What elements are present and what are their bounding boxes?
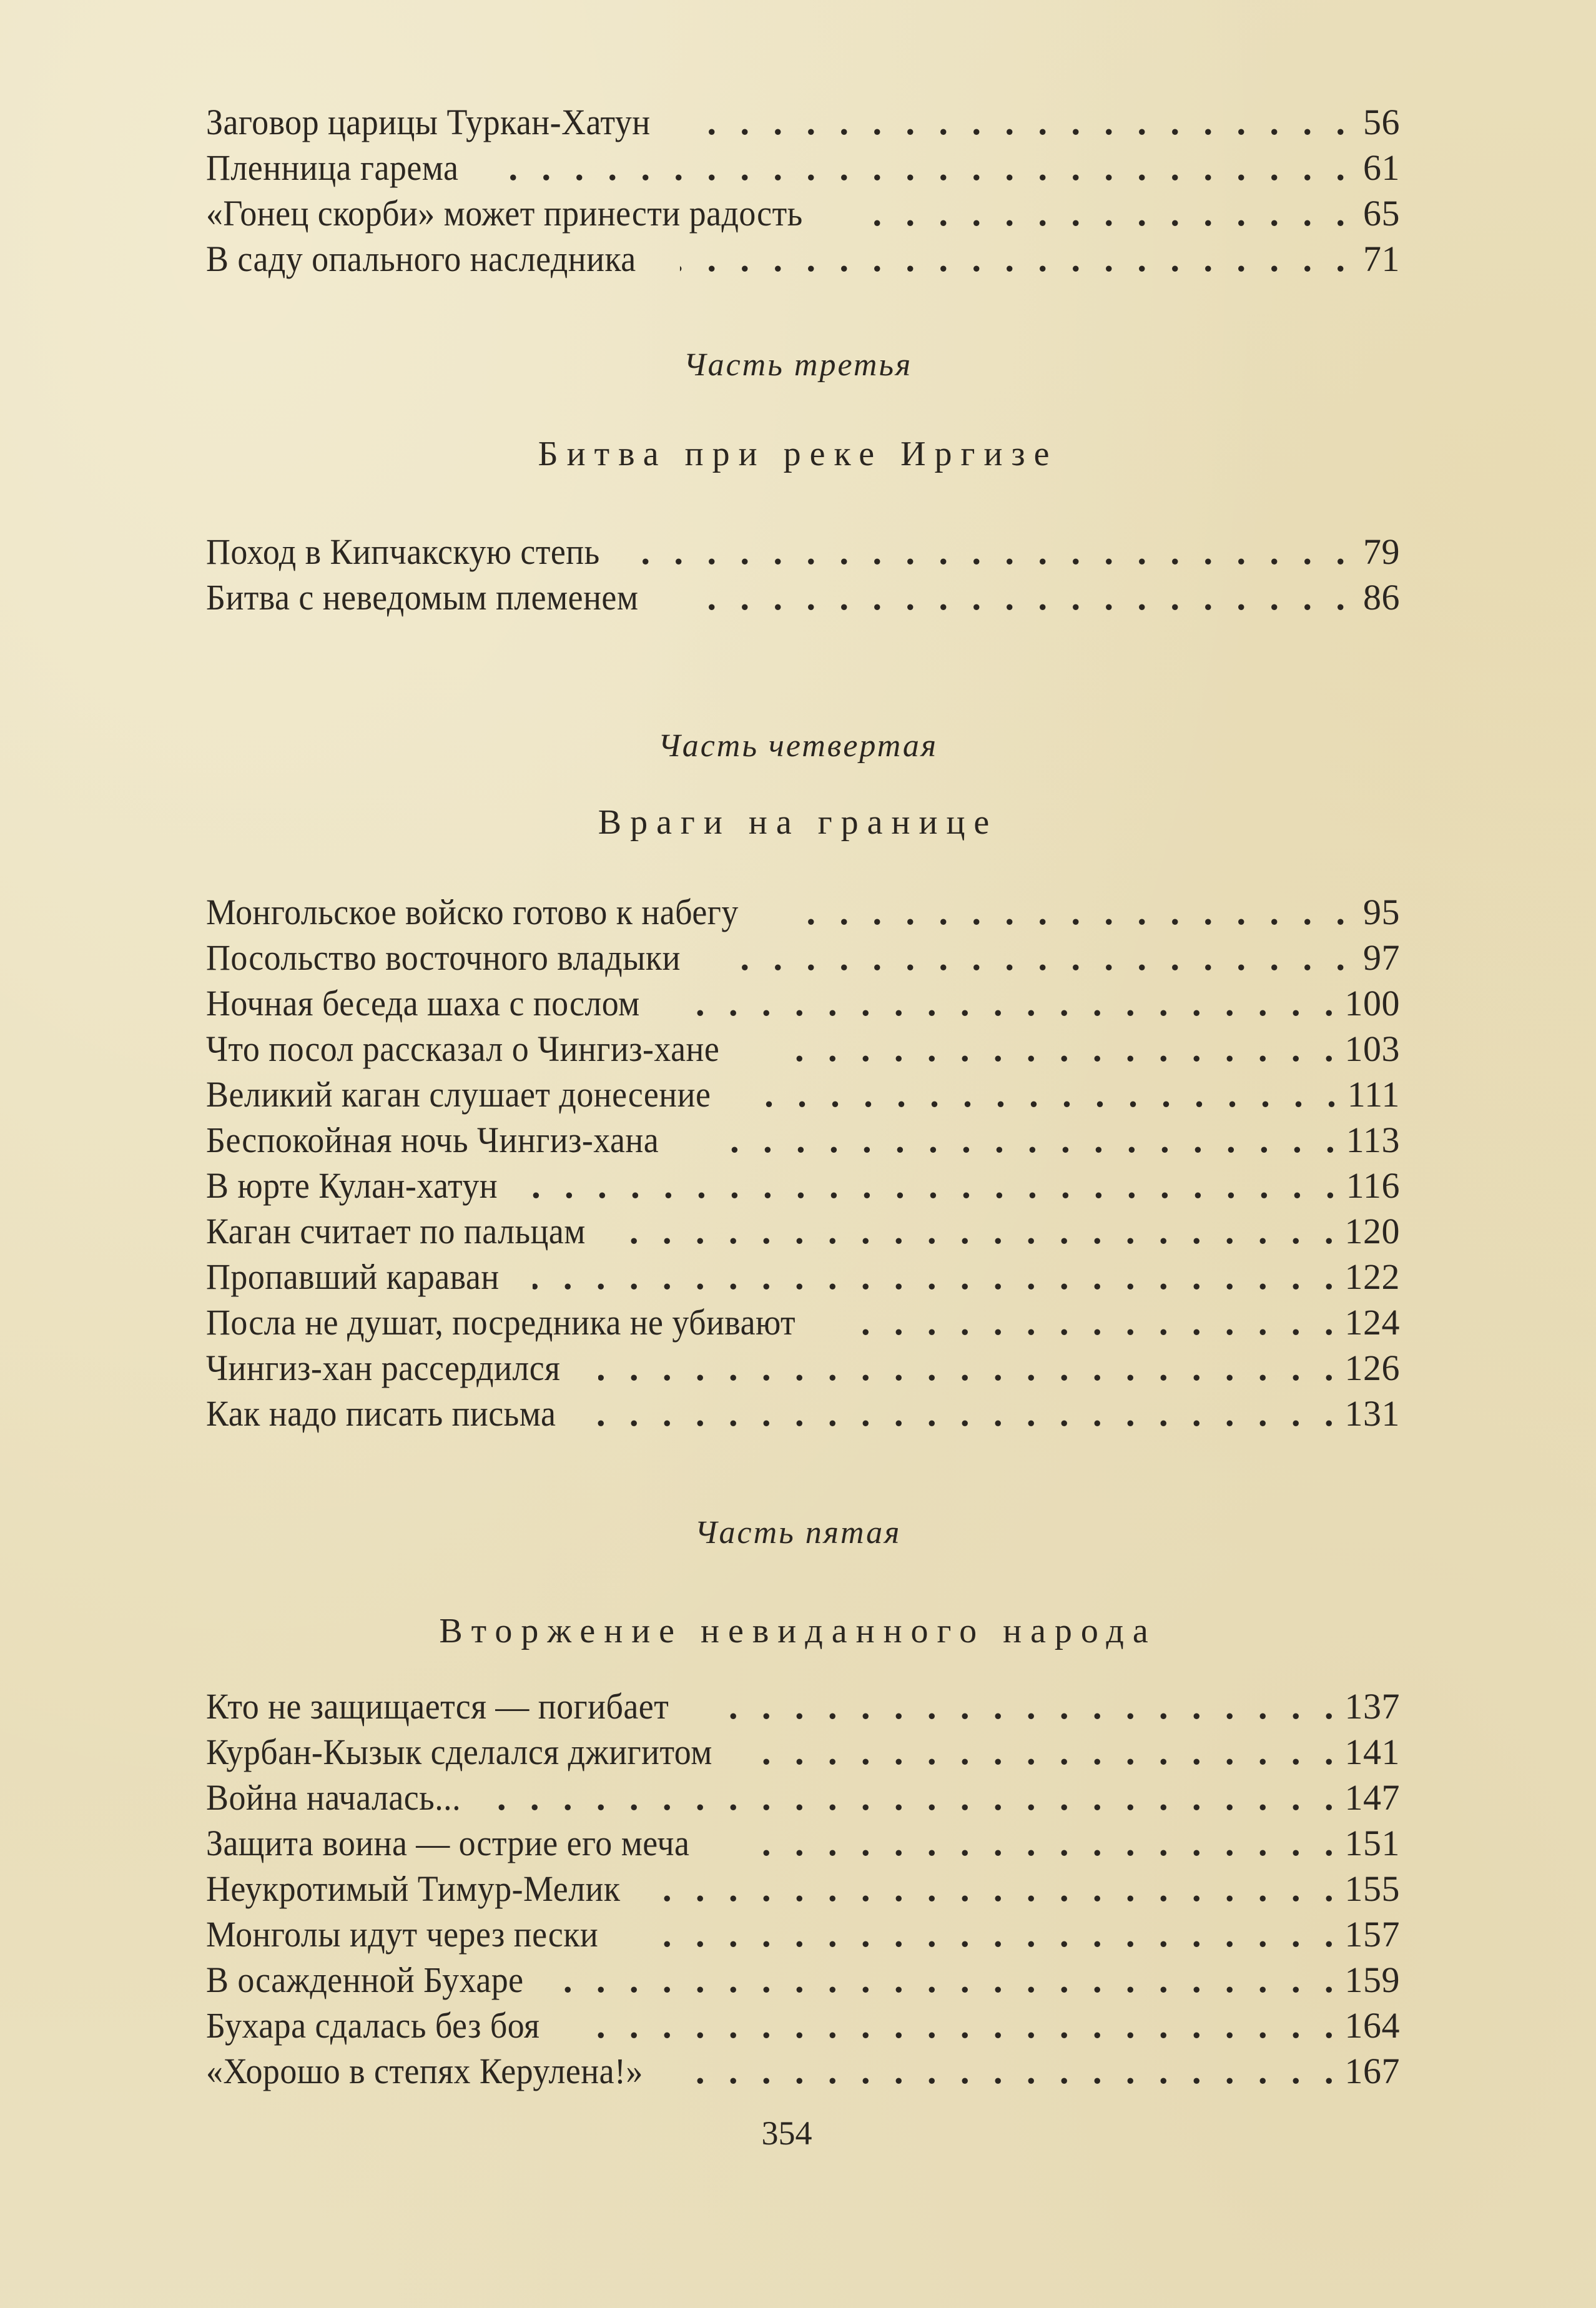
entry-page-number: 124	[1344, 1302, 1400, 1343]
entry-page-number: 113	[1346, 1120, 1400, 1160]
dot-leader	[491, 1775, 1341, 1820]
entry-page-number: 79	[1363, 531, 1400, 572]
dot-leader	[684, 981, 1341, 1026]
toc-entry	[206, 935, 1400, 980]
entry-title: Пропавший караван	[206, 1256, 500, 1297]
dot-leader	[704, 1118, 1342, 1163]
toc-entry	[206, 191, 1400, 236]
entry-page-number: 155	[1344, 1868, 1400, 1909]
toc-entry	[206, 1346, 1400, 1391]
entry-title: Заговор царицы Туркан-Хатун	[206, 102, 651, 142]
entry-title: Неукротимый Тимур-Мелик	[206, 1868, 621, 1909]
toc-entry	[206, 1255, 1400, 1299]
dot-leader	[859, 191, 1352, 236]
entry-title: Великий каган слушает донесение	[206, 1074, 711, 1115]
entry-page-number: 103	[1344, 1028, 1400, 1069]
entry-title: Чингиз-хан рассердился	[206, 1348, 561, 1388]
entry-title: Что посол рассказал о Чингиз-хане	[206, 1028, 720, 1069]
entry-title: Посольство восточного владыки	[206, 937, 681, 978]
entry-title: Ночная беседа шаха с послом	[206, 983, 640, 1023]
toc-entry	[206, 1684, 1400, 1729]
entry-page-number: 122	[1344, 1256, 1400, 1297]
entry-page-number: 131	[1344, 1393, 1400, 1434]
dot-leader	[760, 1072, 1344, 1117]
entry-title: Война началась...	[206, 1777, 461, 1818]
entry-title: Курбан-Кызык сделался джигитом	[206, 1732, 712, 1772]
dot-leader	[598, 1346, 1341, 1391]
toc-entry	[206, 1163, 1400, 1208]
entry-title: Пленница гарема	[206, 147, 459, 188]
entry-page-number: 116	[1346, 1165, 1400, 1206]
toc-entry	[206, 2003, 1400, 2048]
toc-entry	[206, 1958, 1400, 2003]
entry-page-number: 126	[1344, 1348, 1400, 1388]
dot-leader	[641, 530, 1352, 575]
section-title: Битва при реке Иргизе	[538, 435, 1058, 473]
entry-page-number: 159	[1344, 1960, 1400, 2000]
entry-title: В юрте Кулан-хатун	[206, 1165, 498, 1206]
toc-entry	[206, 1912, 1400, 1957]
dot-leader	[594, 1391, 1341, 1436]
dot-leader	[682, 575, 1352, 620]
toc-entry	[206, 1867, 1400, 1911]
toc-entry	[206, 2049, 1400, 2094]
part-label: Часть третья	[683, 347, 913, 383]
entry-page-number: 151	[1344, 1823, 1400, 1863]
entry-title: Поход в Кипчакскую степь	[206, 531, 600, 572]
dot-leader	[769, 1027, 1341, 1072]
dot-leader	[762, 1730, 1341, 1775]
entry-title: «Хорошо в степях Керулена!»	[206, 2051, 643, 2091]
entry-page-number: 71	[1363, 239, 1400, 279]
entry-page-number: 137	[1344, 1686, 1400, 1727]
entry-title: Беспокойная ночь Чингиз-хана	[206, 1120, 659, 1160]
toc-entry	[206, 1821, 1400, 1866]
dot-leader	[531, 1163, 1342, 1208]
entry-page-number: 157	[1344, 1914, 1400, 1955]
entry-title: Кто не защищается — погибает	[206, 1686, 669, 1727]
toc-entry	[206, 1072, 1400, 1117]
entry-page-number: 141	[1344, 1732, 1400, 1772]
entry-title: Защита воина — острие его меча	[206, 1823, 690, 1863]
entry-page-number: 147	[1344, 1777, 1400, 1818]
entry-page-number: 97	[1363, 937, 1400, 978]
entry-page-number: 111	[1347, 1074, 1400, 1115]
entry-page-number: 86	[1363, 577, 1400, 618]
toc-entry	[206, 145, 1400, 190]
entry-page-number: 120	[1344, 1211, 1400, 1251]
part-label: Часть четвертая	[658, 728, 938, 764]
entry-page-number: 164	[1344, 2005, 1400, 2046]
dot-leader	[715, 1684, 1341, 1729]
page-number: 354	[761, 2114, 812, 2152]
entry-title: Как надо писать письма	[206, 1393, 556, 1434]
toc-entry	[206, 1775, 1400, 1820]
entry-title: Каган считает по пальцам	[206, 1211, 586, 1251]
dot-leader	[727, 935, 1352, 980]
toc-entry	[206, 1300, 1400, 1345]
entry-page-number: 56	[1363, 102, 1400, 142]
dot-leader	[790, 890, 1352, 935]
dot-leader	[687, 2049, 1341, 2094]
entry-page-number: 95	[1363, 892, 1400, 932]
toc-entry	[206, 1209, 1400, 1254]
entry-title: Битва с неведомым племенем	[206, 577, 639, 618]
entry-title: В саду опального наследника	[206, 239, 636, 279]
toc-entry	[206, 530, 1400, 575]
dot-leader	[559, 1958, 1341, 2003]
dot-leader	[533, 1255, 1341, 1299]
toc-entry	[206, 890, 1400, 935]
toc-entry	[206, 1391, 1400, 1436]
toc-entry	[206, 237, 1400, 282]
entry-page-number: 100	[1344, 983, 1400, 1023]
entry-page-number: 61	[1363, 147, 1400, 188]
entry-title: В осажденной Бухаре	[206, 1960, 524, 2000]
entry-title: Монголы идут через пески	[206, 1914, 599, 1955]
dot-leader	[695, 100, 1352, 145]
entry-page-number: 65	[1363, 193, 1400, 234]
section-title: Вторжение невиданного народа	[439, 1612, 1157, 1650]
part-label: Часть пятая	[694, 1515, 902, 1551]
toc-entry	[206, 1730, 1400, 1775]
dot-leader	[576, 2003, 1341, 2048]
dot-leader	[851, 1300, 1341, 1345]
toc-entry	[206, 100, 1400, 145]
entry-title: Монгольское войско готово к набегу	[206, 892, 739, 932]
toc-entry	[206, 1027, 1400, 1072]
dot-leader	[737, 1821, 1341, 1866]
dot-leader	[639, 1912, 1341, 1957]
section-title: Враги на границе	[598, 803, 998, 842]
toc-entry	[206, 981, 1400, 1026]
entry-title: Бухара сдалась без боя	[206, 2005, 540, 2046]
dot-leader	[663, 1867, 1341, 1911]
entry-title: Посла не душат, посредника не убивают	[206, 1302, 796, 1343]
entry-title: «Гонец скорби» может принести радость	[206, 193, 803, 234]
toc-entry	[206, 1118, 1400, 1163]
entry-page-number: 167	[1344, 2051, 1400, 2091]
dot-leader	[626, 1209, 1341, 1254]
dot-leader	[680, 237, 1352, 282]
toc-entry	[206, 575, 1400, 620]
dot-leader	[489, 145, 1352, 190]
